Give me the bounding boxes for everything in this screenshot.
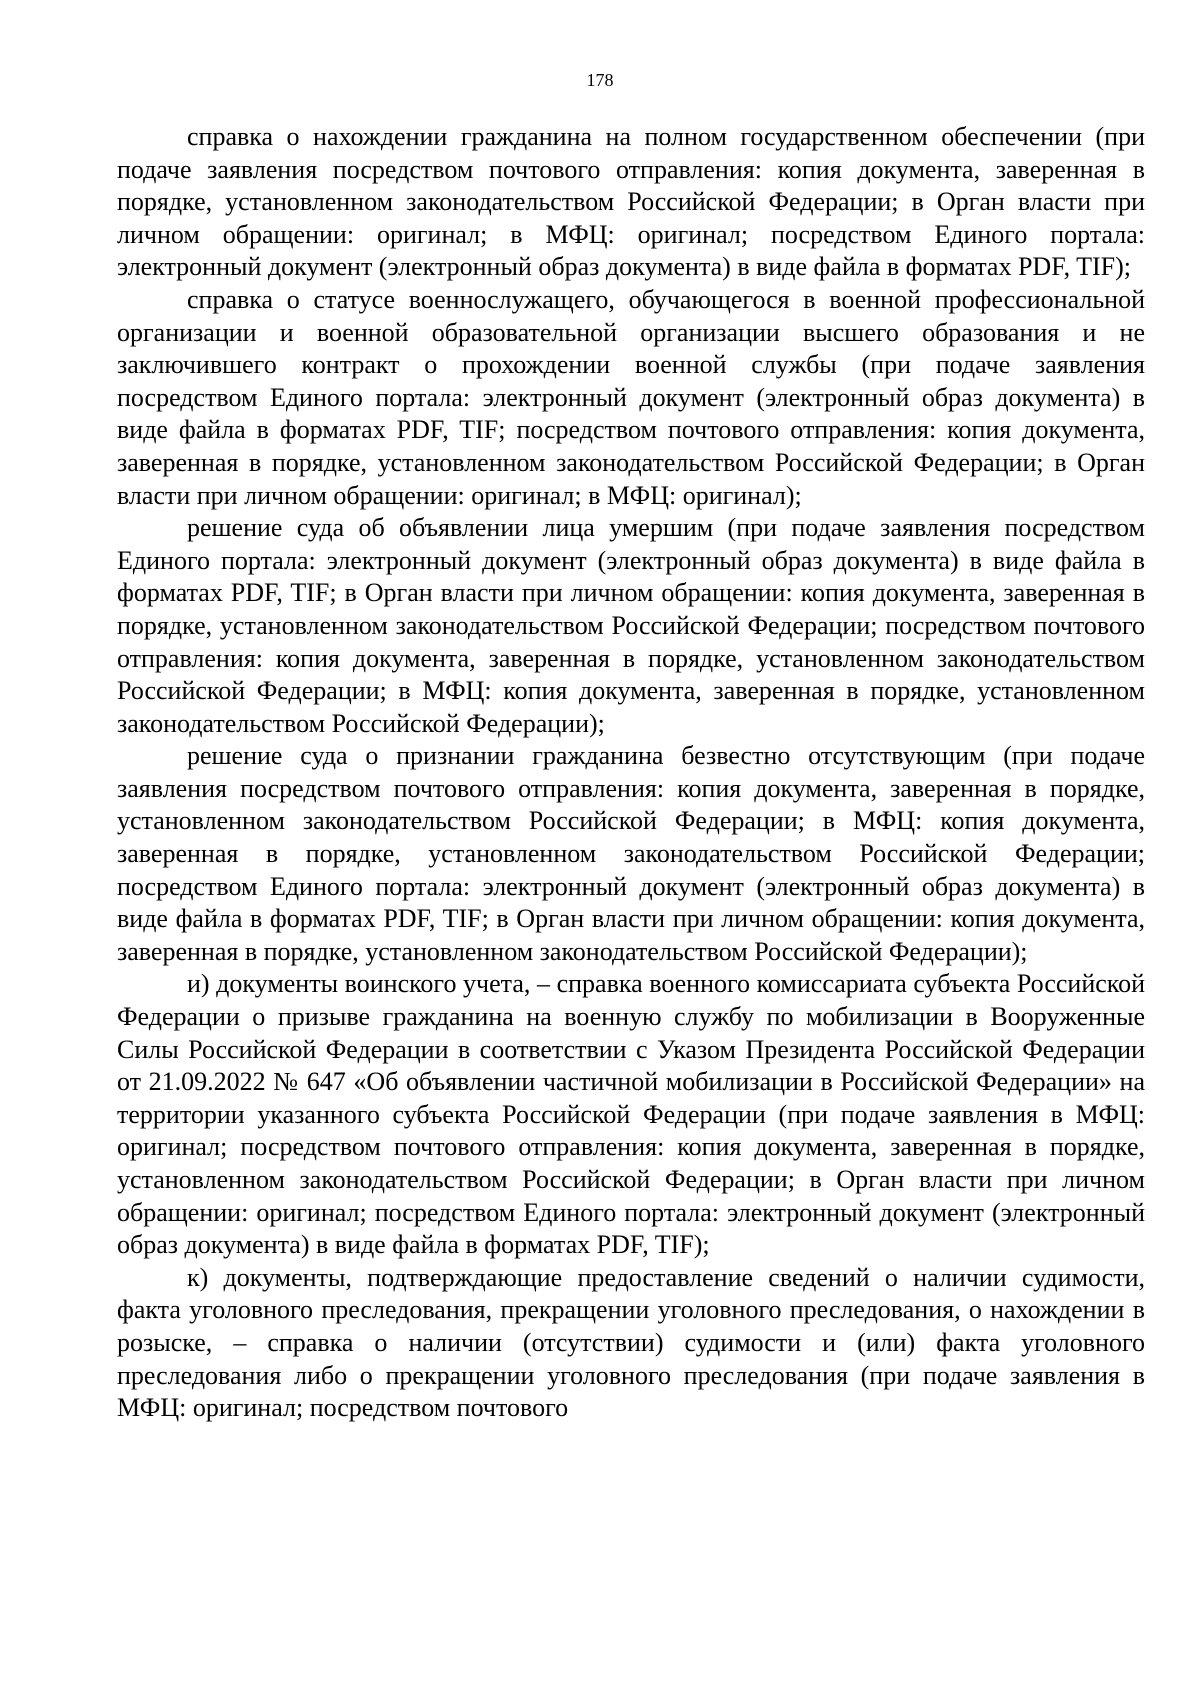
page-number: 178 (586, 70, 614, 90)
paragraph-criminal-record-documents: к) документы, подтверждающие предоставление сведений о наличии судимости, факта уголовного преследования, прекращении уголовного преследования, о нахождении в розыске, – справка о наличии (отсутствии) судимости и (или) факта уголовного преследования либо о прекращении уголовного преследования (при подаче заявления в МФЦ: оригинал; посредством почтового (117, 1262, 1145, 1423)
paragraph-court-decision-deceased: решение суда об объявлении лица умершим (при подаче заявления посредством Единого портала: электронный документ (электронный образ документа) в виде файла в форматах PDF, TIF; в Орган власти при личном обращении: копия документа, заверенная в порядке, установленном законодательством Российской Федерации; посредством почтового отправления: копия документа, заверенная в порядке, установленном законодательством Российской Федерации; в МФЦ: копия документа, заверенная в порядке, установленном законодательством Российской Федерации); (117, 513, 1145, 738)
document-body (117, 121, 1145, 1425)
paragraph-court-decision-missing: решение суда о признании гражданина безвестно отсутствующим (при подаче заявления посредством почтового отправления: копия документа, заверенная в порядке, установленном законодательством Российской Федерации; в МФЦ: копия документа, заверенная в порядке, установленном законодательством Российской Федерации; посредством Единого портала: электронный документ (электронный образ документа) в виде файла в форматах PDF, TIF; в Орган власти при личном обращении: копия документа, заверенная в порядке, установленном законодательством Российской Федерации); (117, 741, 1145, 966)
paragraph-state-support-certificate: справка о нахождении гражданина на полном государственном обеспечении (при подаче заявления посредством почтового отправления: копия документа, заверенная в порядке, установленном законодательством Российской Федерации; в Орган власти при личном обращении: оригинал; в МФЦ: оригинал; посредством Единого портала: электронный документ (электронный образ документа) в виде файла в форматах PDF, TIF); (117, 122, 1145, 282)
paragraph-military-registration-documents: и) документы воинского учета, – справка военного комиссариата субъекта Российской Федерации о призыве гражданина на военную службу по мобилизации в Вооруженные Силы Российской Федерации в соответствии с Указом Президента Российской Федерации от 21.09.2022 № 647 «Об объявлении частичной мобилизации в Российской Федерации» на территории указанного субъекта Российской Федерации (при подаче заявления в МФЦ: оригинал; посредством почтового отправления: копия документа, заверенная в порядке, установленном законодательством Российской Федерации; в Орган власти при личном обращении: оригинал; посредством Единого портала: электронный документ (электронный образ документа) в виде файла в форматах PDF, TIF); (117, 969, 1145, 1260)
paragraph-military-student-certificate: справка о статусе военнослужащего, обучающегося в военной профессиональной организации и военной образовательной организации высшего образования и не заключившего контракт о прохождении военной службы (при подаче заявления посредством Единого портала: электронный документ (электронный образ документа) в виде файла в форматах PDF, TIF; посредством почтового отправления: копия документа, заверенная в порядке, установленном законодательством Российской Федерации; в Орган власти при личном обращении: оригинал; в МФЦ: оригинал); (117, 284, 1145, 510)
